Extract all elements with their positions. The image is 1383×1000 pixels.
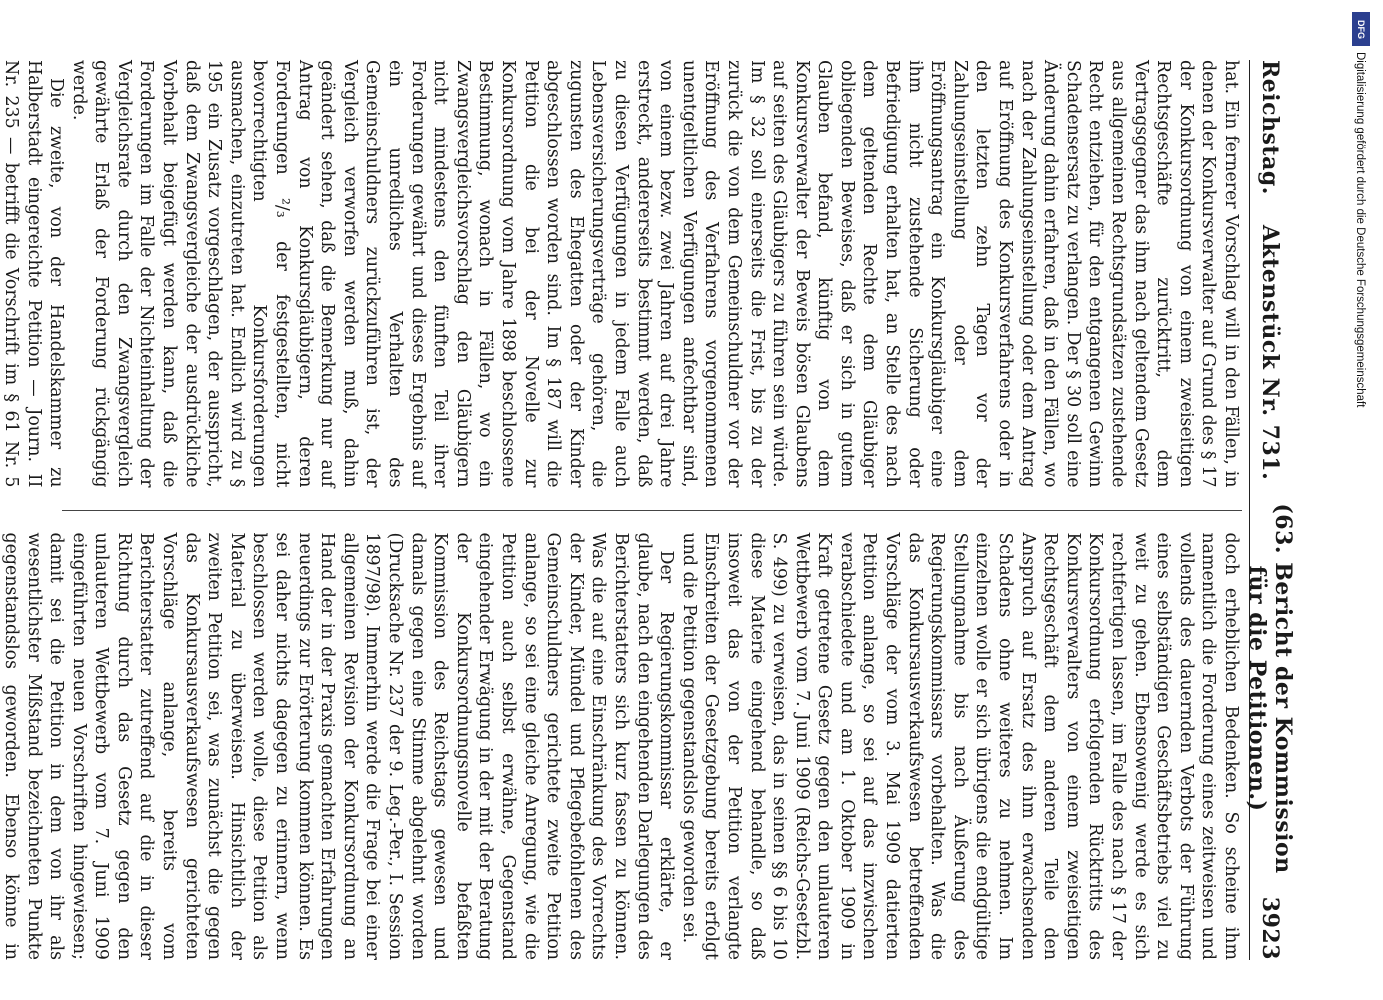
- page-header: [1244, 60, 1296, 960]
- digitization-credit: [1348, 12, 1376, 988]
- column-divider: [62, 510, 1242, 511]
- credit-text: Digitalisierung gefördert durch die Deutsche Forschungsgemeinschaft: [1354, 52, 1366, 408]
- page-body: [0, 60, 1242, 960]
- header-title: (63. Bericht der Kommission für die Petitionen.): [1244, 503, 1296, 874]
- paragraph: hat. Ein fernerer Vorschlag will in den Fällen, in denen der Konkursverwalter auf Grund des § 17 der Konkursordnung von einem zweiseitigen Rechtsgeschäfte zurücktritt, dem Vertragsgegner das ihm nach geltendem Gesetz aus allgemeinen Rechtsgrundsätzen zustehende Recht entziehen, für den entgangenen Gewinn Schadensersatz zu verlangen. Der § 30 soll eine Änderung dahin erfahren, daß in den Fällen, wo nach der Zahlungseinstellung oder dem Antrag auf Eröffnung des Konkursverfahrens oder in den letzten zehn Tagen vor der Zahlungseinstellung oder dem Eröffnungsantrag ein Konkursgläubiger eine ihm nicht zustehende Sicherung oder Befriedigung erhalten hat, an Stelle des nach dem geltenden Rechte dem Gläubiger obliegenden Beweises, daß er sich in gutem Glauben befand, künftig von dem Konkursverwalter der Beweis bösen Glaubens auf seiten des Gläubigers zu führen sein würde. Im § 32 soll einerseits die Frist, bis zu der zurück die von dem Gemeinschuldner vor der Eröffnung des Verfahrens vorgenommenen unentgeltlichen Verfügungen anfechtbar sind, von einem bezw. zwei Jahren auf drei Jahre erstreckt, andererseits bestimmt werden, daß zu diesen Verfügungen in jedem Falle auch Lebensversicherungsverträge gehören, die zugunsten des Ehegatten oder der Kinder abgeschlossen worden sind. Im § 187 will die Petition die bei der Novelle zur Konkursordnung vom Jahre 1898 beschlossene Bestimmung, wonach in Fällen, wo ein Zwangsvergleichsvorschlag den Gläubigern nicht mindestens den fünften Teil ihrer Forderungen gewährt und dieses Ergebnis auf ein unredliches Verhalten des Gemeinschuldners zurückzuführen ist, der Vergleich verworfen werden muß, dahin geändert sehen, daß die Bemerkung nur auf Antrag von Konkursgläubigern, deren Forderungen ²/₃ der festgestellten, nicht bevorrechtigten Konkursforderungen ausmachen, einzutreten hat. Endlich wird zu § 195 ein Zusatz vorgeschlagen, der ausspricht, daß dem Zwangsvergleiche der ausdrückliche Vorbehalt beigefügt werden kann, daß die Forderungen im Falle der Nichteinhaltung der Vergleichsrate durch den Zwangsvergleich gewährte Erlaß der Forderung rückgängig werde.: [68, 60, 1241, 488]
- text-column-left: [0, 60, 1242, 488]
- paragraph: doch erheblichen Bedenken. So scheine ihm namentlich die Forderung eines zeitweisen und vollends des dauernden Verbots der Führung eines selbständigen Geschäftsbetriebs viel zu weit zu gehen. Ebensowenig werde es sich rechtfertigen lassen, im Falle des nach § 17 der Konkursordnung erfolgenden Rücktritts des Konkursverwalters von einem zweiseitigen Rechtsgeschäft dem anderen Teile den Anspruch auf Ersatz des ihm erwachsenden Schadens ohne weiteres zu nehmen. Im einzelnen wolle er sich übrigens die endgültige Stellungnahme bis nach Äußerung des Regierungskommissars vorbehalten. Was die das Konkursausverkaufswesen betreffenden Vorschläge der vom 3. Mai 1909 datierten Petition anlange, so sei auf das inzwischen verabschiedete und am 1. Oktober 1909 in Kraft getretene Gesetz gegen den unlauteren Wettbewerb vom 7. Juni 1909 (Reichs-Gesetzbl. S. 499) zu verweisen, das in seinen §§ 6 bis 10 diese Materie eingehend behandle, so daß insoweit das von der Petition verlangte Einschreiten der Gesetzgebung bereits erfolgt und die Petition gegenstandslos geworden sei.: [678, 532, 1241, 960]
- page-number: 3923: [1257, 896, 1283, 960]
- document-page: [0, 60, 1296, 960]
- paragraph: Der Regierungskommissar erklärte, er glaube, nach den eingehenden Darlegungen des Berichterstatters sich kurz fassen zu können. Was die auf eine Einschränkung des Vorrechts der Kinder, Mündel und Pflegebefohlenen des Gemeinschuldners gerichtete zweite Petition anlange, so sei eine gleiche Anregung, wie die Petition auch selbst erwähne, Gegenstand eingehender Erwägung in der mit der Beratung der Konkursordnungsnovelle befaßten Kommission des Reichstags gewesen und damals gegen eine Stimme abgelehnt worden (Drucksache Nr. 237 der 9. Leg.-Per., I. Session 1897/98). Immerhin werde die Frage bei einer allgemeinen Revision der Konkursordnung an Hand der in der Praxis gemachten Erfahrungen neuerdings zur Erörterung kommen können. Es sei daher nichts dagegen zu erinnern, wenn beschlossen werden wolle, diese Petition als Material zu überweisen. Hinsichtlich der zweiten Petition sei, was zunächst die gegen das Konkursausverkaufswesen gerichteten Vorschläge anlange, bereits vom Berichterstatter zutreffend auf die in dieser Richtung durch das Gesetz gegen den unlauteren Wettbewerb vom 7. Juni 1909 eingeführten neuen Vorschriften hingewiesen; damit sei die Petition in dem von ihr als wesentlichster Mißstand bezeichneten Punkte gegenstandslos geworden. Ebenso könne in: [0, 532, 677, 960]
- header-left: [1257, 60, 1283, 480]
- header-chamber: Reichstag.: [1257, 60, 1283, 195]
- dfg-logo: DFG: [1352, 12, 1370, 46]
- paragraph: Die zweite, von der Handelskammer zu Halberstadt eingereichte Petition — Journ. II Nr. 235 — betrifft die Vorschrift im § 61 Nr. 5: [0, 60, 67, 488]
- header-document-number: Aktenstück Nr. 731.: [1257, 224, 1283, 481]
- text-column-right: [0, 532, 1242, 961]
